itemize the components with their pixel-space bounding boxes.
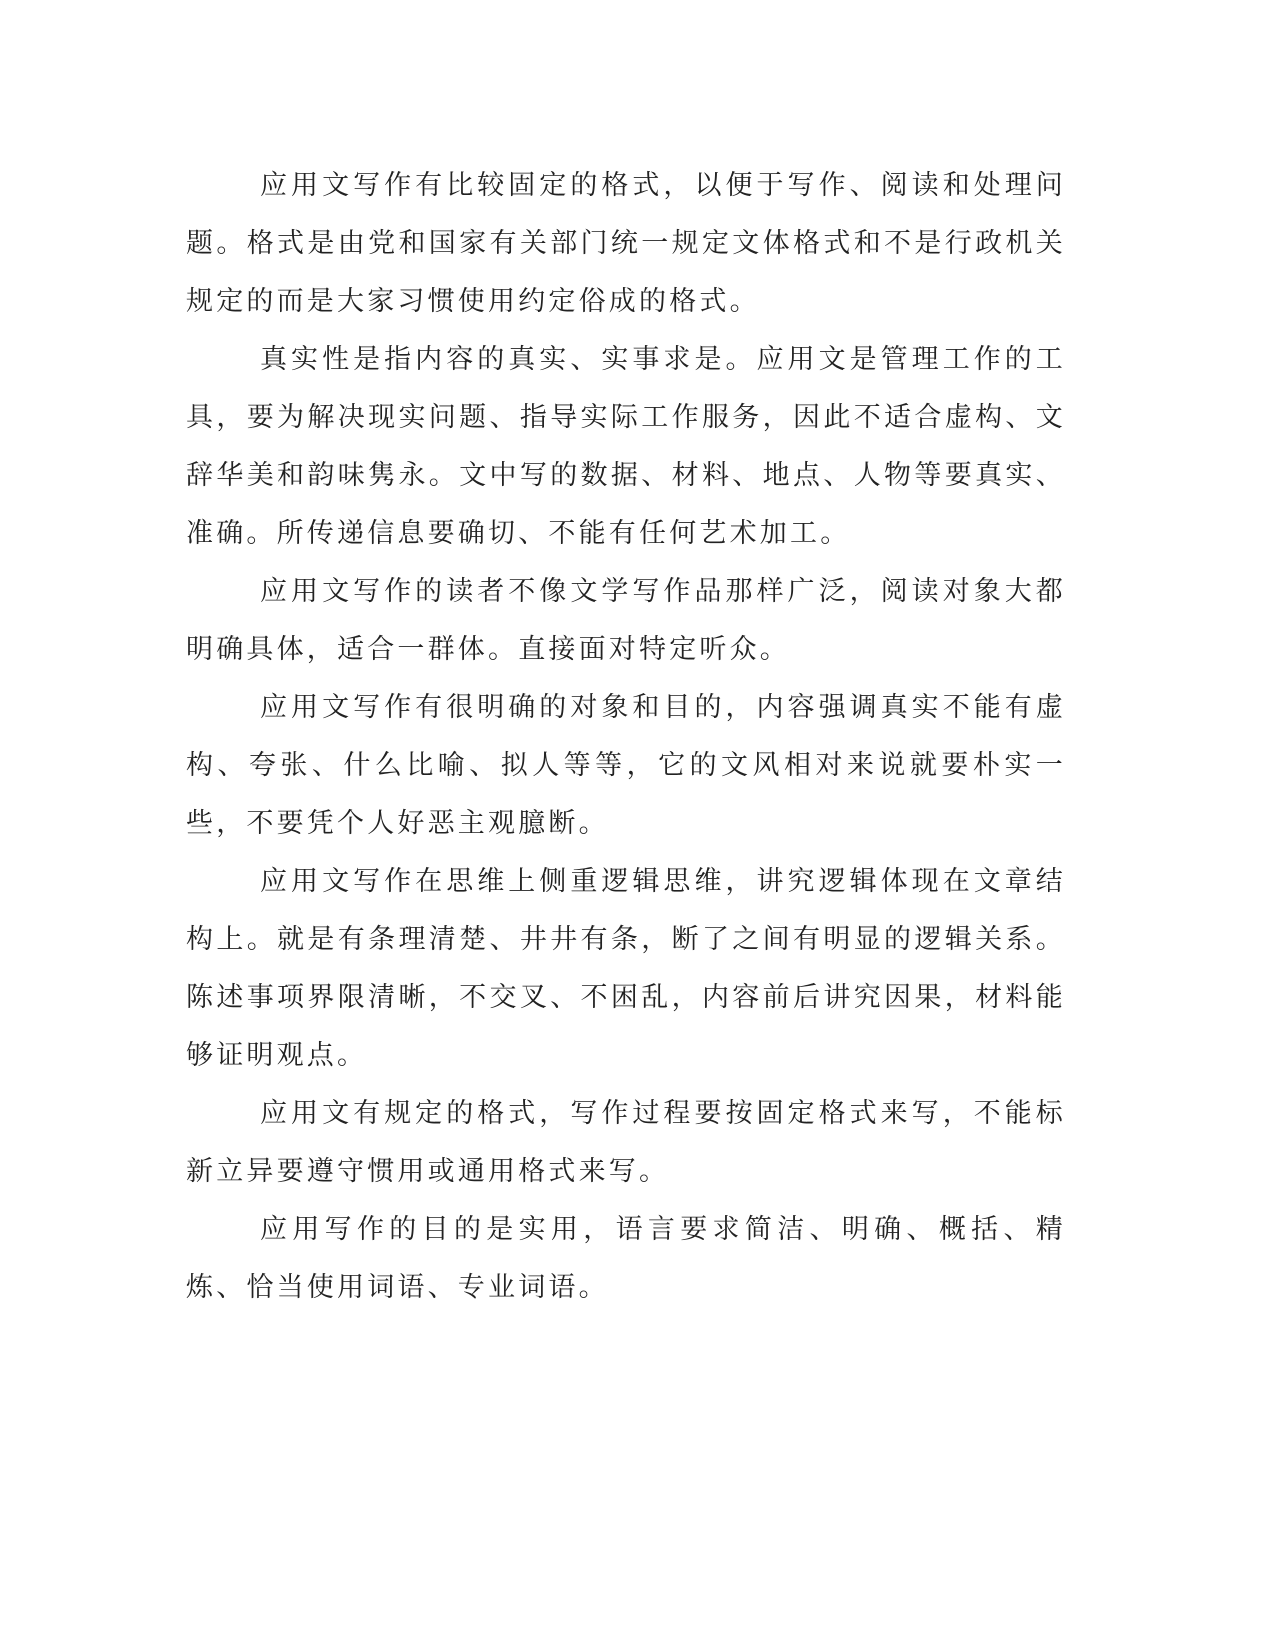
paragraph-language: 应用写作的目的是实用，语言要求简洁、明确、概括、精炼、恰当使用词语、专业词语。 <box>186 1214 1066 1303</box>
paragraph-readers: 应用文写作的读者不像文学写作品那样广泛，阅读对象大都明确具体，适合一群体。直接面对特定听众。 <box>186 576 1066 665</box>
paragraph-purpose: 应用文写作有很明确的对象和目的，内容强调真实不能有虚构、夸张、什么比喻、拟人等等，它的文风相对来说就要朴实一些，不要凭个人好恶主观臆断。 <box>186 692 1066 839</box>
document-body <box>186 157 1066 1317</box>
paragraph-format: 应用文写作有比较固定的格式，以便于写作、阅读和处理问题。格式是由党和国家有关部门统一规定文体格式和不是行政机关规定的而是大家习惯使用约定俗成的格式。 <box>186 170 1066 317</box>
paragraph-authenticity: 真实性是指内容的真实、实事求是。应用文是管理工作的工具，要为解决现实问题、指导实际工作服务，因此不适合虚构、文辞华美和韵味隽永。文中写的数据、材料、地点、人物等要真实、准确。所传递信息要确切、不能有任何艺术加工。 <box>186 344 1066 549</box>
paragraph-logic: 应用文写作在思维上侧重逻辑思维，讲究逻辑体现在文章结构上。就是有条理清楚、井井有条，断了之间有明显的逻辑关系。陈述事项界限清晰，不交叉、不困乱，内容前后讲究因果，材料能够证明观点。 <box>186 866 1066 1071</box>
paragraph-fixed-format: 应用文有规定的格式，写作过程要按固定格式来写，不能标新立异要遵守惯用或通用格式来写。 <box>186 1098 1066 1187</box>
